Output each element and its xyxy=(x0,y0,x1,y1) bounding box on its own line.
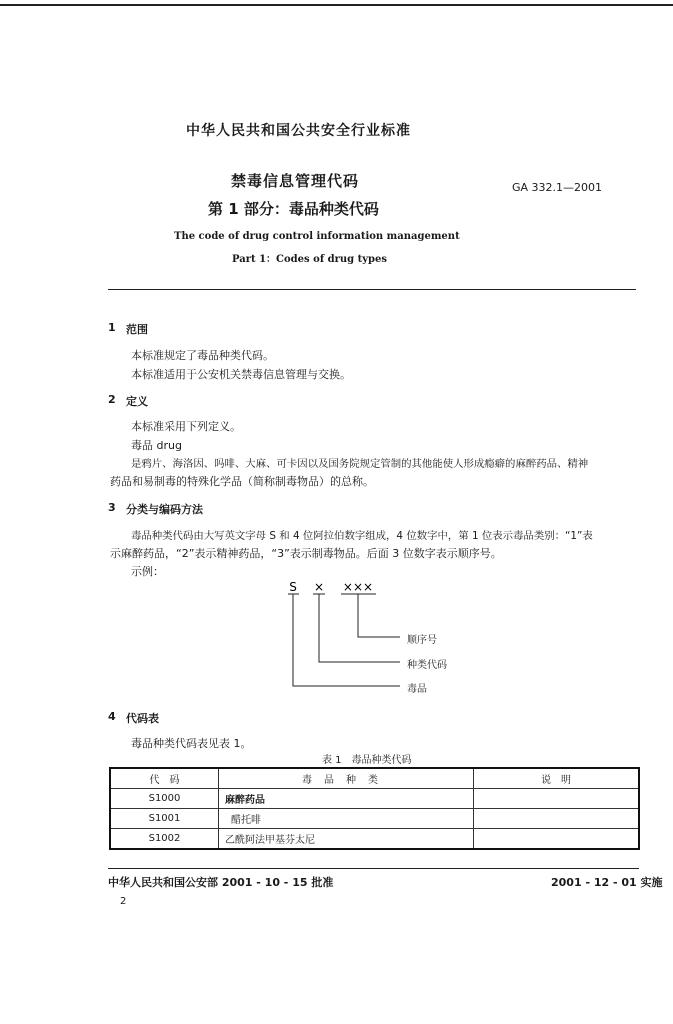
header-code: 代 码 xyxy=(110,768,219,789)
title-line-2: 第 1 部分：毒品种类代码 xyxy=(208,200,379,218)
section-3-paragraph-line-1: 毒品种类代码由大写英文字母 S 和 4 位阿拉伯数字组成，4 位数字中，第 1 位表示毒品类别：“1”表 xyxy=(131,530,593,542)
section-4-number: 4 xyxy=(108,710,116,723)
drug-code-table xyxy=(109,767,640,850)
section-3-paragraph-line-2: 示麻醉药品，“2”表示精神药品，“3”表示制毒物品。后面 3 位数字表示顺序号。 xyxy=(110,547,502,560)
section-3-heading: 分类与编码方法 xyxy=(126,503,203,516)
standard-number: GA 332.1—2001 xyxy=(512,181,603,194)
section-1-paragraph-2: 本标准适用于公安机关禁毒信息管理与交换。 xyxy=(131,368,351,381)
table-row xyxy=(110,809,639,829)
section-4-paragraph-1: 毒品种类代码表见表 1。 xyxy=(131,737,252,750)
diagram-code-type: × xyxy=(313,580,325,594)
table-caption: 表 1 毒品种类代码 xyxy=(322,755,412,766)
connector-sequence xyxy=(358,594,400,637)
title-line-1: 禁毒信息管理代码 xyxy=(231,172,360,190)
row-code: S1002 xyxy=(110,829,219,850)
implementation-line: 2001 - 12 - 01 实施 xyxy=(551,876,663,889)
page-number: 2 xyxy=(120,896,127,907)
section-3-number: 3 xyxy=(108,501,116,514)
approval-line: 中华人民共和国公安部 2001 - 10 - 15 批准 xyxy=(108,876,334,889)
english-title-line-2: Part 1：Codes of drug types xyxy=(232,254,388,265)
row-note xyxy=(474,829,640,850)
row-note xyxy=(474,789,640,809)
table-row xyxy=(110,789,639,809)
row-drug-name: 乙酰阿法甲基芬太尼 xyxy=(219,829,474,850)
diagram-label-sequence: 顺序号 xyxy=(407,635,437,646)
diagram-label-type: 种类代码 xyxy=(407,660,447,671)
footer-divider xyxy=(108,868,639,869)
section-2-definition-line-2: 药品和易制毒的特殊化学品（简称制毒物品）的总称。 xyxy=(110,475,374,488)
section-2-heading: 定义 xyxy=(126,395,148,408)
table-row xyxy=(110,829,639,850)
diagram-code-sequence: ××× xyxy=(342,580,374,594)
section-1-paragraph-1: 本标准规定了毒品种类代码。 xyxy=(131,349,274,362)
row-drug-name xyxy=(219,809,474,829)
english-title-line-1: The code of drug control information management xyxy=(174,231,460,242)
top-border-line xyxy=(0,4,673,6)
row-code: S1001 xyxy=(110,809,219,829)
row-code: S1000 xyxy=(110,789,219,809)
header-divider xyxy=(108,289,636,290)
example-label: 示例： xyxy=(131,565,164,578)
connector-type xyxy=(319,594,400,662)
header-note: 说 明 xyxy=(474,768,640,789)
section-1-number: 1 xyxy=(108,321,116,334)
section-2-number: 2 xyxy=(108,393,116,406)
row-drug-name: 麻醉药品 xyxy=(219,789,474,809)
section-2-definition-line-1: 是鸦片、海洛因、吗啡、大麻、可卡因以及国务院规定管制的其他能使人形成瘾癖的麻醉药品、精神 xyxy=(131,458,589,470)
section-1-heading: 范围 xyxy=(126,323,148,336)
connector-drug xyxy=(293,594,400,686)
section-2-paragraph-1: 本标准采用下列定义。 xyxy=(131,420,241,433)
row-drug-name-text: 醋托啡 xyxy=(231,815,261,826)
diagram-code-s: S xyxy=(289,580,297,594)
section-2-term: 毒品 drug xyxy=(131,439,182,452)
header-drug-type xyxy=(219,768,474,789)
diagram-label-drug: 毒品 xyxy=(407,684,427,695)
row-note xyxy=(474,809,640,829)
section-4-heading: 代码表 xyxy=(126,712,159,725)
code-structure-diagram xyxy=(280,575,470,700)
header-drug-type-text: 毒品种类 xyxy=(302,775,390,786)
standard-category: 中华人民共和国公共安全行业标准 xyxy=(186,123,411,139)
table-header-row xyxy=(110,768,639,789)
